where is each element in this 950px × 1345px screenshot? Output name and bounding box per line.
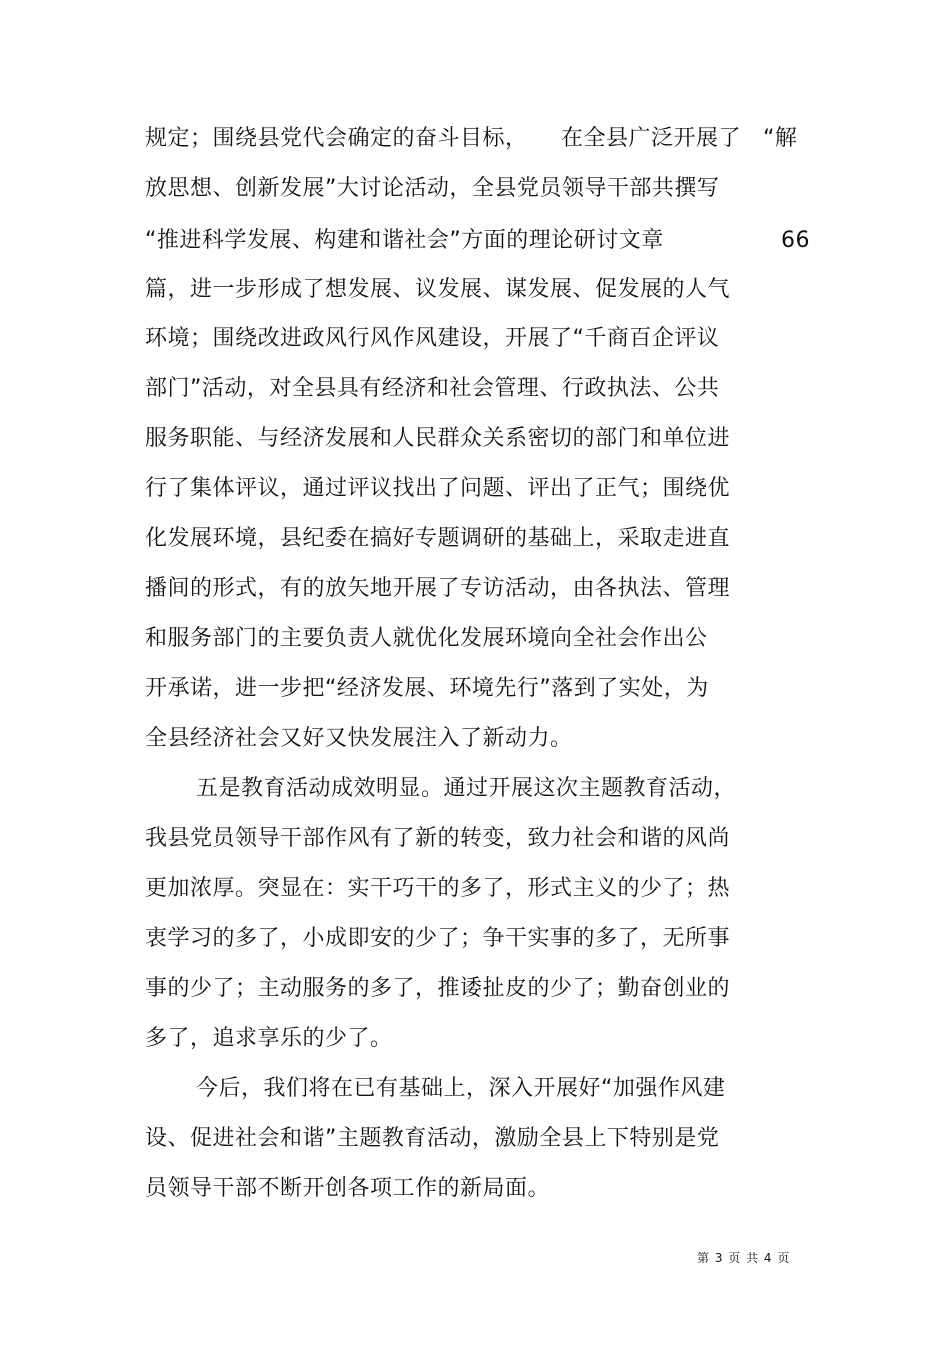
text-line-14: 五是教育活动成效明显。通过开展这次主题教育活动， <box>196 776 737 801</box>
text-line-11: 和服务部门的主要负责人就优化发展环境向全社会作出公 <box>145 626 708 651</box>
text-line-1-part-3: “解 <box>763 126 798 151</box>
text-line-1-part-1: 规定；围绕县党代会确定的奋斗目标， <box>145 126 528 151</box>
text-line-6: 部门”活动，对全县具有经济和社会管理、行政执法、公共 <box>145 376 720 401</box>
text-line-19: 多了，追求享乐的少了。 <box>145 1026 393 1051</box>
text-line-21: 设、促进社会和谐”主题教育活动，激励全县上下特别是党 <box>145 1126 720 1151</box>
text-line-20: 今后，我们将在已有基础上，深入开展好“加强作风建 <box>196 1076 726 1101</box>
text-line-22: 员领导干部不断开创各项工作的新局面。 <box>145 1176 551 1201</box>
text-line-5: 环境；围绕改进政风行风作风建设，开展了“千商百企评议 <box>145 326 720 351</box>
text-line-15: 我县党员领导干部作风有了新的转变，致力社会和谐的风尚 <box>145 826 731 851</box>
text-line-18: 事的少了；主动服务的多了，推诿扯皮的少了；勤奋创业的 <box>145 976 731 1001</box>
text-line-2: 放思想、创新发展”大讨论活动，全县党员领导干部共撰写 <box>145 176 720 201</box>
text-line-12: 开承诺，进一步把“经济发展、环境先行”落到了实处，为 <box>145 676 709 701</box>
text-line-13: 全县经济社会又好又快发展注入了新动力。 <box>145 726 573 751</box>
text-line-10: 播间的形式，有的放矢地开展了专访活动，由各执法、管理 <box>145 576 731 601</box>
text-line-8: 行了集体评议，通过评议找出了问题、评出了正气；围绕优 <box>145 476 731 501</box>
text-line-17: 衷学习的多了，小成即安的少了；争干实事的多了，无所事 <box>145 926 731 951</box>
text-line-3-part-1: “推进科学发展、构建和谐社会”方面的理论研讨文章 <box>145 228 664 253</box>
text-line-9: 化发展环境，县纪委在搞好专题调研的基础上，采取走进直 <box>145 526 731 551</box>
text-line-7: 服务职能、与经济发展和人民群众关系密切的部门和单位进 <box>145 426 731 451</box>
text-line-1-part-2: 在全县广泛开展了 <box>561 126 742 151</box>
text-line-16: 更加浓厚。突显在：实干巧干的多了，形式主义的少了；热 <box>145 876 731 901</box>
page-footer: 第 3 页 共 4 页 <box>697 1251 791 1265</box>
text-line-3-part-2: 66 <box>781 228 810 253</box>
text-line-4: 篇，进一步形成了想发展、议发展、谋发展、促发展的人气 <box>145 277 731 302</box>
